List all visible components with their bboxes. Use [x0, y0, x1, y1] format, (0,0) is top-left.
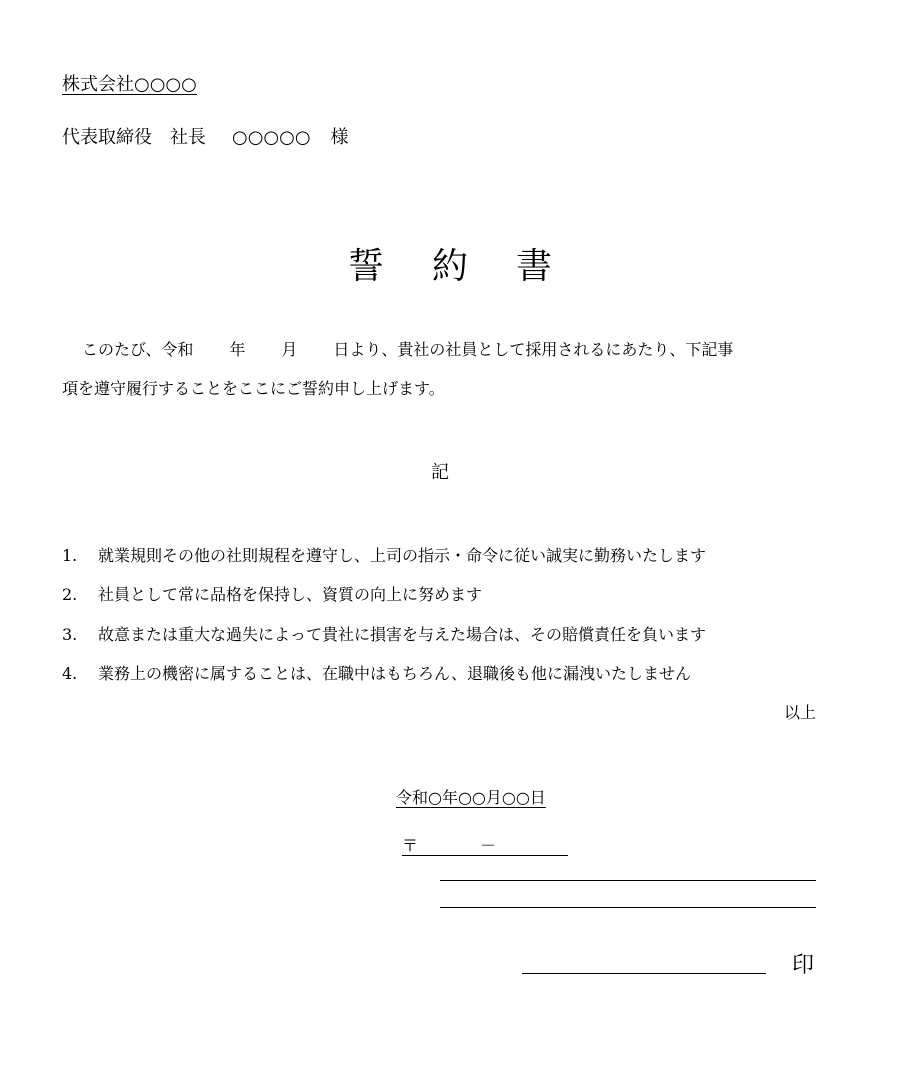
closing-ijou: 以上 [783, 703, 816, 722]
list-item [62, 622, 706, 645]
recipient-name: ○○○○○ [232, 127, 311, 148]
item-text: 業務上の機密に属することは、在職中はもちろん、退職後も他に漏洩いたしません [98, 664, 691, 683]
signature-line[interactable] [522, 973, 766, 974]
address-line-1[interactable] [440, 880, 816, 881]
intro-line-2: 項を遵守履行することをここにご誓約申し上げます。 [62, 379, 445, 398]
date-line: 令和○年○○月○○日 [396, 788, 546, 807]
item-text: 故意または重大な過失によって貴社に損害を与えた場合は、その賠償責任を負います [98, 625, 707, 644]
item-number: 3. [62, 625, 78, 644]
item-number: 1. [62, 546, 78, 565]
intro-line-1 [62, 337, 828, 360]
seal-mark: 印 [792, 953, 815, 978]
document-title: 誓約書 [347, 246, 600, 287]
list-item [62, 582, 482, 605]
intro-day-label: 日より、貴社の社員として採用されるにあたり、下記事 [333, 340, 734, 359]
recipient-company: 株式会社○○○○ [62, 74, 197, 95]
intro-year-label: 年 [229, 340, 246, 359]
ki-heading: 記 [431, 462, 449, 483]
postal-dash: － [480, 836, 497, 855]
postal-code-field[interactable] [402, 833, 568, 856]
recipient-title: 代表取締役 [62, 127, 152, 148]
item-text: 就業規則その他の社則規程を遵守し、上司の指示・命令に従い誠実に勤務いたします [98, 546, 707, 565]
list-item [62, 543, 706, 566]
item-number: 4. [62, 664, 78, 683]
intro-prefix: このたび、令和 [82, 340, 194, 359]
intro-month-label: 月 [281, 340, 298, 359]
postal-mark: 〒 [402, 836, 419, 855]
item-text: 社員として常に品格を保持し、資質の向上に努めます [98, 585, 483, 604]
recipient-line [62, 123, 349, 149]
item-number: 2. [62, 585, 78, 604]
recipient-position: 社長 [170, 127, 206, 148]
list-item [62, 661, 691, 684]
recipient-honorific: 様 [330, 127, 349, 148]
address-line-2[interactable] [440, 907, 816, 908]
